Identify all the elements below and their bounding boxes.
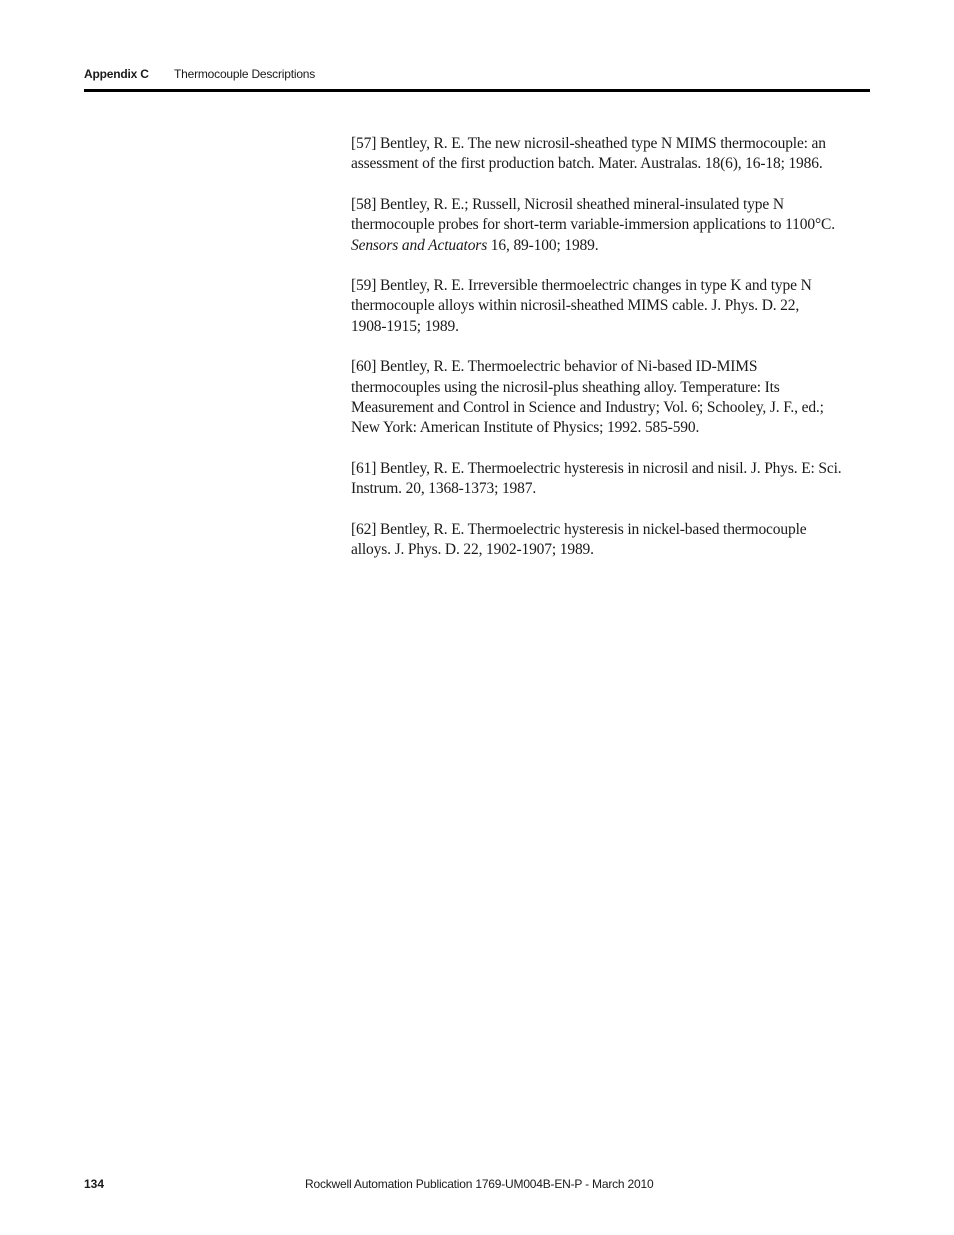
reference-58 bbox=[351, 195, 871, 256]
reference-line: 1908-1915; 1989. bbox=[351, 317, 459, 335]
reference-line: [61] Bentley, R. E. Thermoelectric hysteresis in nicrosil and nisil. J. Phys. E: Sci. bbox=[351, 459, 842, 477]
reference-line: thermocouples using the nicrosil-plus sheathing alloy. Temperature: Its bbox=[351, 378, 780, 396]
reference-line: [58] Bentley, R. E.; Russell, Nicrosil sheathed mineral-insulated type N bbox=[351, 195, 784, 213]
page-header bbox=[84, 66, 870, 82]
reference-line: alloys. J. Phys. D. 22, 1902-1907; 1989. bbox=[351, 541, 594, 559]
reference-line: [62] Bentley, R. E. Thermoelectric hysteresis in nickel-based thermocouple bbox=[351, 520, 807, 538]
header-rule bbox=[84, 89, 870, 92]
reference-60 bbox=[351, 357, 871, 439]
reference-57 bbox=[351, 134, 871, 175]
page-number: 134 bbox=[84, 1177, 105, 1191]
reference-line: thermocouple probes for short-term variable-immersion applications to 1100°C. bbox=[351, 216, 835, 234]
reference-line: Instrum. 20, 1368-1373; 1987. bbox=[351, 480, 537, 498]
reference-list bbox=[351, 134, 871, 581]
reference-line: Measurement and Control in Science and Industry; Vol. 6; Schooley, J. F., ed.; bbox=[351, 399, 824, 417]
publication-info: Rockwell Automation Publication 1769-UM004B-EN-P - March 2010 bbox=[305, 1177, 654, 1191]
reference-line: thermocouple alloys within nicrosil-sheathed MIMS cable. J. Phys. D. 22, bbox=[351, 297, 800, 315]
reference-tail: 16, 89-100; 1989. bbox=[487, 236, 599, 254]
header-section: Appendix C bbox=[84, 67, 149, 81]
page-footer bbox=[84, 1176, 870, 1192]
reference-61 bbox=[351, 459, 871, 500]
reference-59 bbox=[351, 276, 871, 337]
reference-line: [57] Bentley, R. E. The new nicrosil-sheathed type N MIMS thermocouple: an bbox=[351, 135, 826, 152]
reference-line: assessment of the first production batch. Mater. Australas. 18(6), 16-18; 1986. bbox=[351, 155, 823, 173]
reference-line: New York: American Institute of Physics; 1992. 585-590. bbox=[351, 419, 700, 437]
reference-line: [60] Bentley, R. E. Thermoelectric behavior of Ni-based ID-MIMS bbox=[351, 358, 758, 376]
reference-line bbox=[351, 236, 871, 256]
header-chapter-title: Thermocouple Descriptions bbox=[174, 67, 316, 81]
reference-62 bbox=[351, 520, 871, 561]
reference-line: [59] Bentley, R. E. Irreversible thermoelectric changes in type K and type N bbox=[351, 277, 812, 295]
journal-title: Sensors and Actuators bbox=[351, 236, 488, 254]
